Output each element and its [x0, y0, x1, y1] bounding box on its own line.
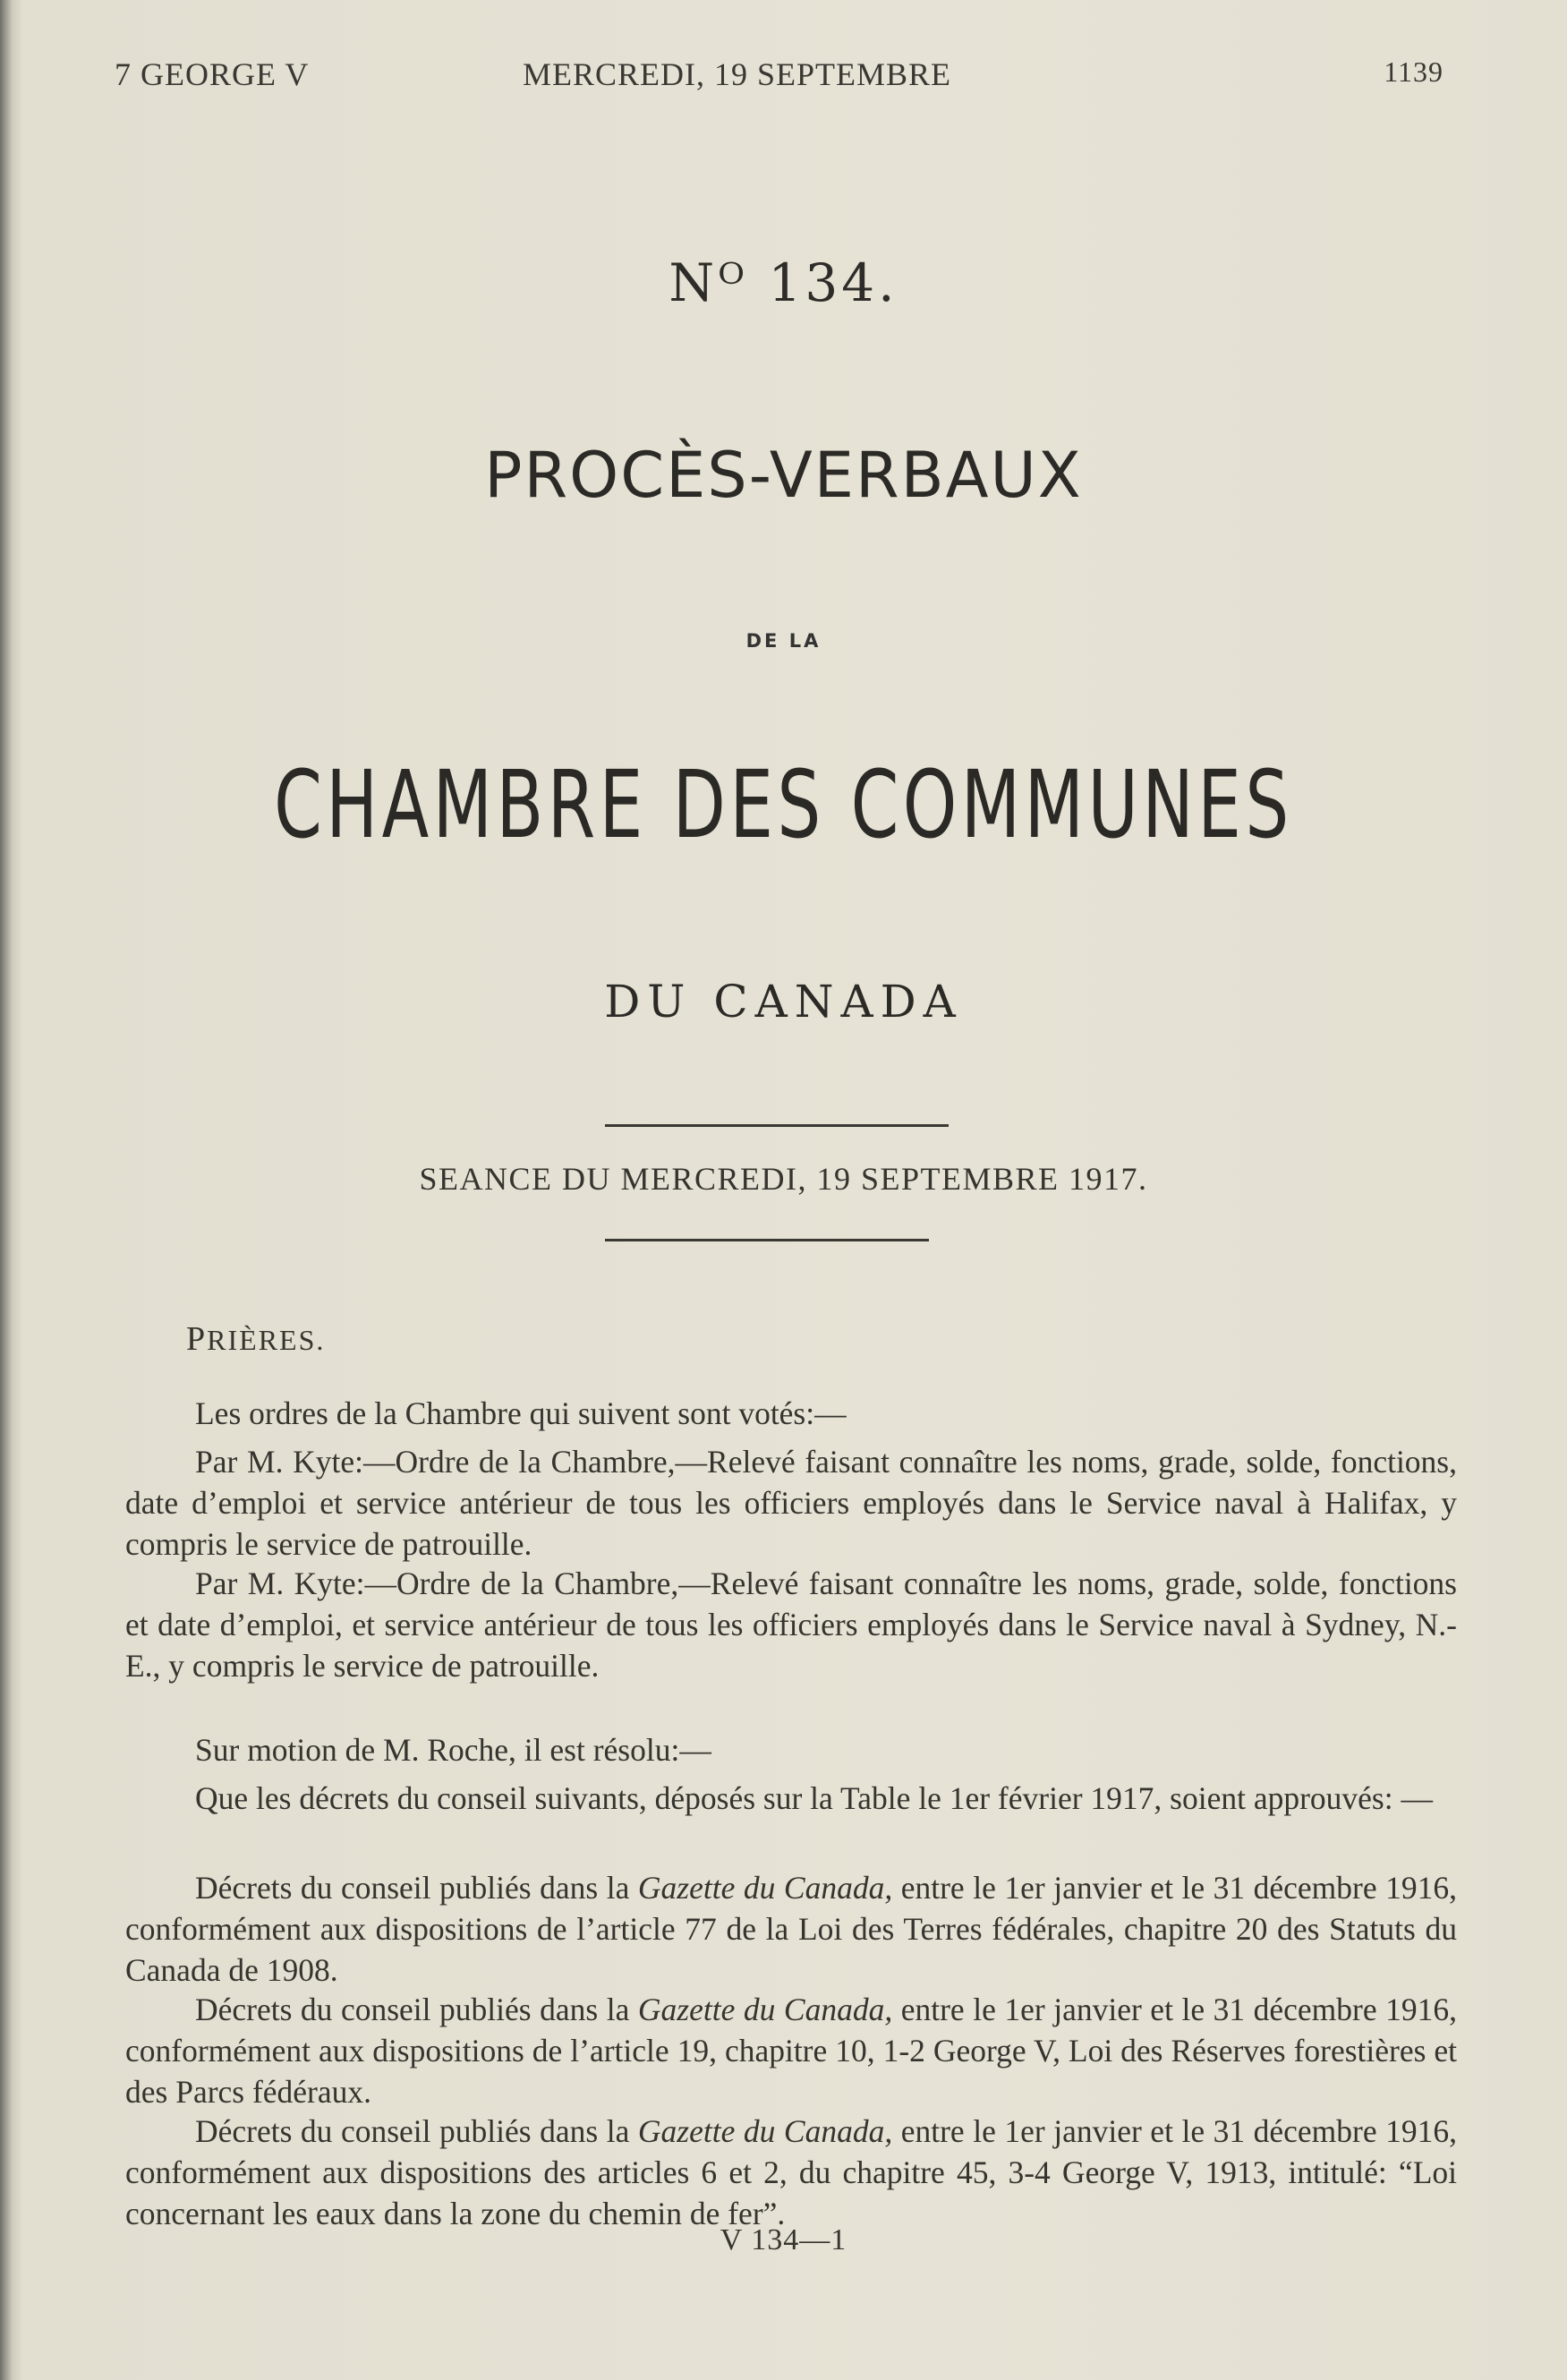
prieres-rest: RIÈRES. — [207, 1324, 326, 1356]
paragraph-kyte-halifax-text: Par M. Kyte:—Ordre de la Chambre,—Relevé faisant connaître les noms, grade, solde, fonctions, date d’emploi et service antérieur de tous les officiers employés dans le Service naval à Halifax, y compris le service de patrouille. — [125, 1444, 1457, 1562]
divider-bottom — [605, 1239, 929, 1241]
prieres-initial: P — [186, 1320, 208, 1358]
decrets-eaux-rest: entre le 1er janvier et le 31 décembre 1916, conformément aux dispositions des articles 6 et 2, du chapitre 45, 3-4 George V, 1913, intitulé: “Loi concernant les eaux dans la zone du chemin de fer”. — [125, 2113, 1458, 2231]
decrets-reserves-lead: Décrets du conseil publiés dans la — [195, 1992, 638, 2027]
issue-number: Nᴼ 134. — [669, 252, 898, 313]
paragraph-kyte-halifax — [125, 1441, 1457, 1565]
title-proces-verbaux: PROCÈS-VERBAUX — [484, 439, 1083, 512]
prieres-heading — [186, 1319, 325, 1359]
divider-top — [605, 1124, 949, 1127]
paragraph-ordres — [125, 1393, 1457, 1434]
title-chambre-des-communes: CHAMBRE DES COMMUNES — [274, 750, 1293, 859]
title-du-canada: DU CANADA — [604, 976, 963, 1028]
paragraph-decrets-reserves-text — [125, 1989, 1457, 2112]
paragraph-motion — [125, 1729, 1457, 1770]
paragraph-ordres-text: Les ordres de la Chambre qui suivent sont votés:— — [195, 1395, 847, 1431]
paragraph-kyte-sydney — [125, 1563, 1457, 1686]
paragraph-decrets-terres — [125, 1867, 1457, 1991]
decrets-reserves-rest: entre le 1er janvier et le 31 décembre 1916, conformément aux dispositions de l’article 19, chapitre 10, 1-2 George V, Loi des Réserves forestières et des Parcs fédéraux. — [125, 1992, 1458, 2110]
paragraph-decrets-eaux — [125, 2111, 1457, 2234]
gazette-title: Gazette du Canada, — [637, 2113, 893, 2149]
paragraph-decrets-reserves — [125, 1989, 1457, 2112]
paragraph-kyte-sydney-text: Par M. Kyte:—Ordre de la Chambre,—Relevé faisant connaître les noms, grade, solde, fonctions et date d’emploi, et service antérieur de tous les officiers employés dans le Service naval à Sydney, N.-E., y compris le service de patrouille. — [125, 1565, 1457, 1684]
paragraph-decrets-terres-text — [125, 1867, 1457, 1991]
signature-mark: V 134—1 — [720, 2223, 847, 2256]
paragraph-decrets-eaux-text — [125, 2111, 1457, 2234]
title-de-la: DE LA — [745, 630, 822, 652]
gazette-title: Gazette du Canada, — [637, 1870, 893, 1906]
header-regnal-year: 7 GEORGE V — [115, 56, 310, 92]
seance-heading: SEANCE DU MERCREDI, 19 SEPTEMBRE 1917. — [419, 1161, 1148, 1197]
paragraph-que-text: Que les décrets du conseil suivants, déposés sur la Table le 1er février 1917, soient approuvés: — — [195, 1780, 1433, 1816]
page-number: 1139 — [1384, 55, 1444, 88]
paragraph-que — [125, 1778, 1457, 1819]
decrets-terres-rest: entre le 1er janvier et le 31 décembre 1916, conformément aux dispositions de l’article 77 de la Loi des Terres fédérales, chapitre 20 des Statuts du Canada de 1908. — [125, 1870, 1458, 1988]
gazette-title: Gazette du Canada, — [637, 1992, 893, 2027]
running-head — [115, 55, 1444, 95]
header-date: MERCREDI, 19 SEPTEMBRE — [523, 56, 952, 92]
decrets-terres-lead: Décrets du conseil publiés dans la — [195, 1870, 638, 1906]
decrets-eaux-lead: Décrets du conseil publiés dans la — [195, 2113, 638, 2149]
paragraph-motion-text: Sur motion de M. Roche, il est résolu:— — [195, 1732, 711, 1768]
